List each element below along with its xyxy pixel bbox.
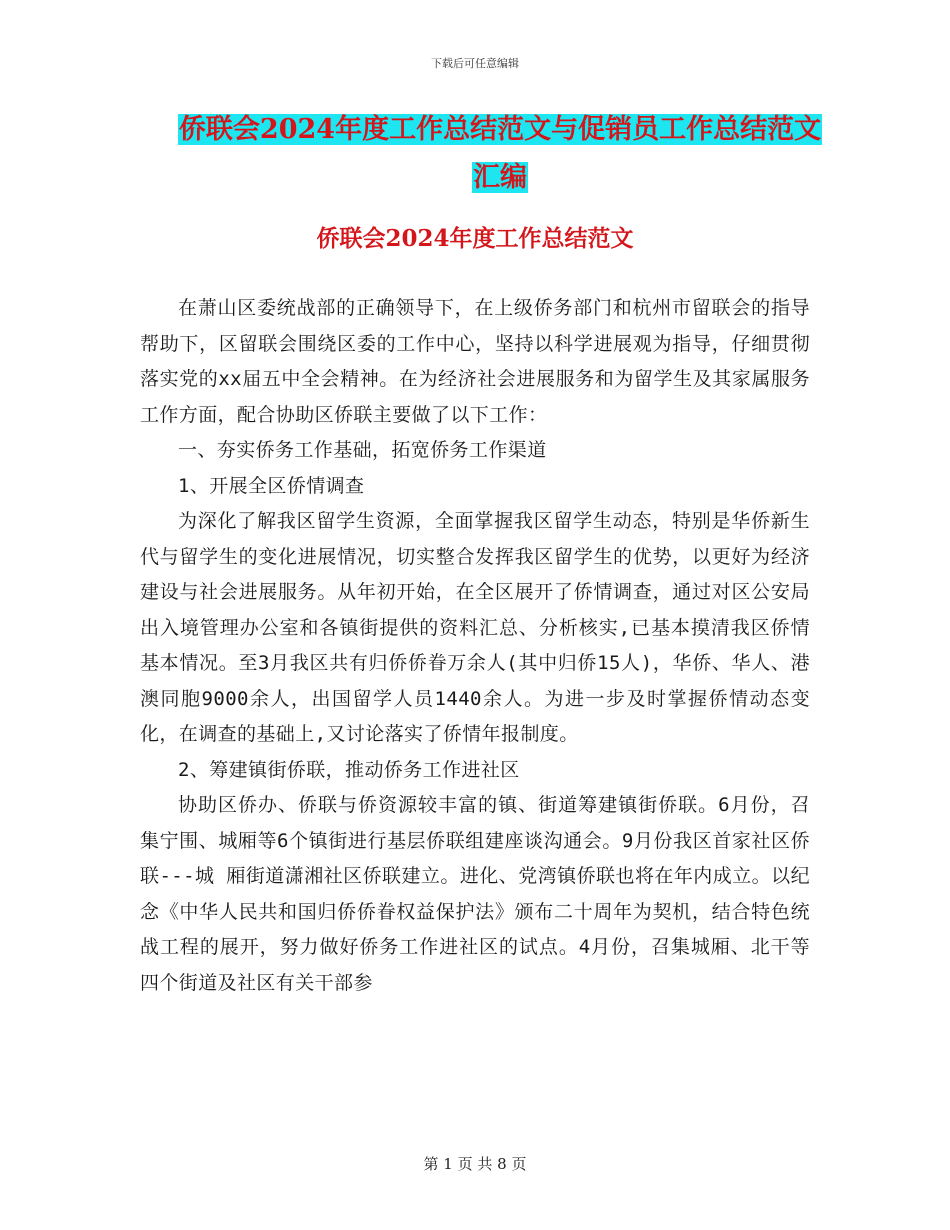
paragraph-survey: 为深化了解我区留学生资源，全面掌握我区留学生动态，特别是华侨新生代与留学生的变化进展情况，切实整合发挥我区留学生的优势，以更好为经济建设与社会进展服务。从年初开始，在全区展开了侨情调查，通过对区公安局出入境管理办公室和各镇街提供的资料汇总、分析核实,已基本摸清我区侨情基本情况。至3月我区共有归侨侨眷万余人(其中归侨15人)，华侨、华人、港澳同胞9000余人，出国留学人员1440余人。为进一步及时掌握侨情动态变化，在调查的基础上,又讨论落实了侨情年报制度。: [140, 510, 810, 745]
paragraph-community: 协助区侨办、侨联与侨资源较丰富的镇、街道筹建镇街侨联。6月份，召集宁围、城厢等6个镇街进行基层侨联组建座谈沟通会。9月份我区首家社区侨联---城 厢街道潇湘社区侨联建立。进化、党湾镇侨联也将在年内成立。以纪念《中华人民共和国归侨侨眷权益保护法》颁布二十周年为契机，结合特色统战工程的展开，努力做好侨务工作进社区的试点。4月份，召集城厢、北干等四个街道及社区有关干部参: [140, 794, 810, 994]
page-number-footer: 第 1 页 共 8 页: [423, 1155, 527, 1173]
heading-subsection-2: 2、筹建镇街侨联，推动侨务工作进社区: [178, 758, 520, 781]
header-note: 下载后可任意编辑: [431, 57, 519, 70]
document-body: [140, 291, 810, 1001]
document-title-line-2: 汇编: [473, 162, 527, 193]
document-title-line-1: 侨联会2024年度工作总结范文与促销员工作总结范文: [178, 114, 822, 145]
section-title: 侨联会2024年度工作总结范文: [316, 225, 634, 252]
heading-section-1: 一、夯实侨务工作基础，拓宽侨务工作渠道: [178, 439, 547, 461]
heading-subsection-1: 1、开展全区侨情调查: [178, 474, 365, 497]
paragraph-intro: 在萧山区委统战部的正确领导下，在上级侨务部门和杭州市留联会的指导帮助下，区留联会围绕区委的工作中心，坚持以科学进展观为指导，仔细贯彻落实党的xx届五中全会精神。在为经济社会进展服务和为留学生及其家属服务工作方面，配合协助区侨联主要做了以下工作：: [140, 297, 810, 426]
document-title: [140, 106, 860, 202]
